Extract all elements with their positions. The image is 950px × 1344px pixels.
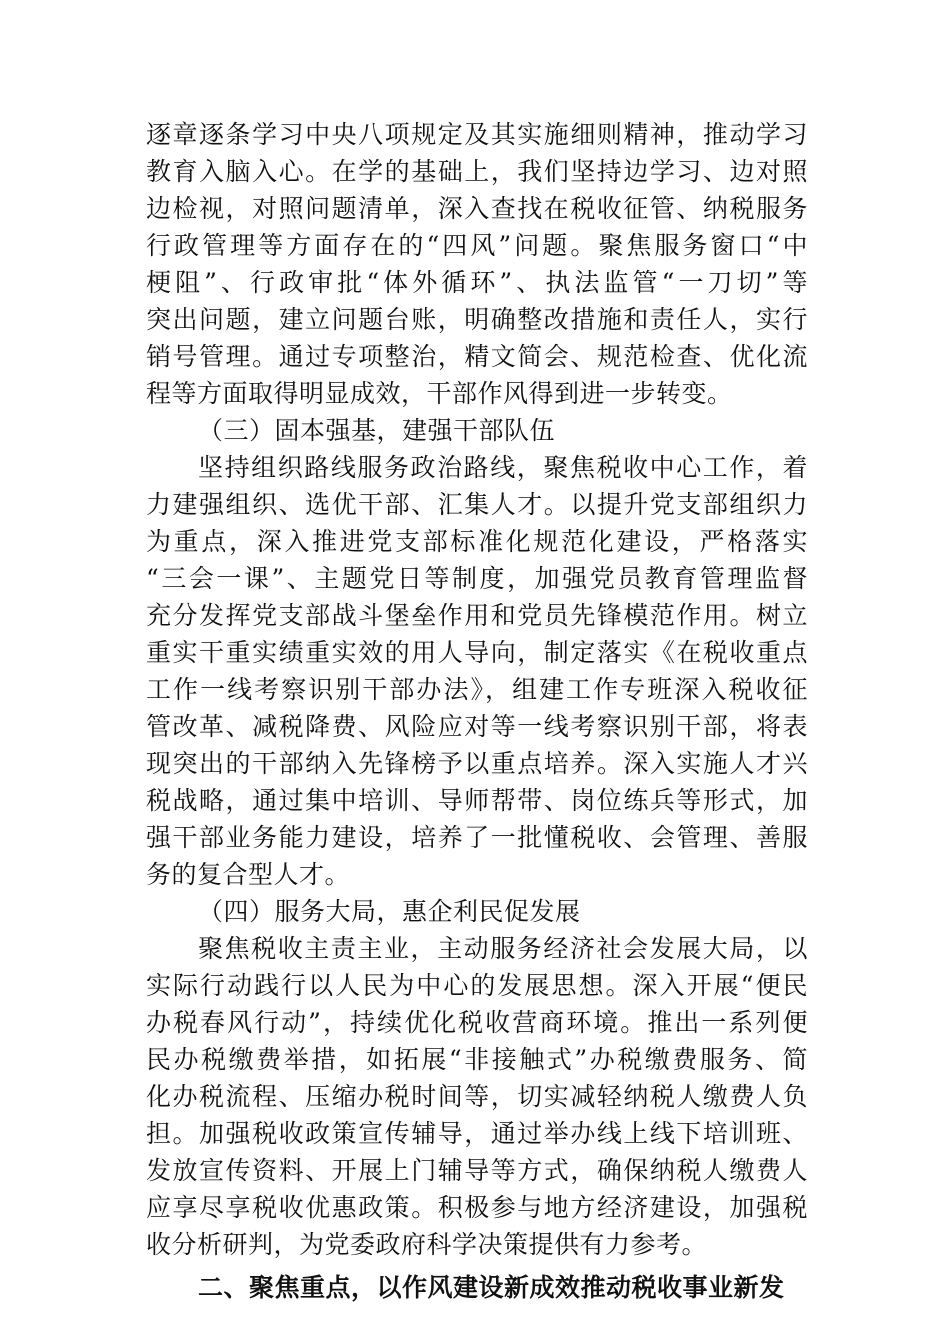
section-heading-3: （三）固本强基，建强干部队伍 xyxy=(198,416,556,445)
paragraph-2 xyxy=(146,449,808,893)
text-line: 现突出的干部纳入先锋榜予以重点培养。深入实施人才兴 xyxy=(146,749,808,778)
text-line: 坚持组织路线服务政治路线，聚焦税收中心工作，着 xyxy=(198,453,808,482)
paragraph-1 xyxy=(146,116,808,412)
text-line: 力建强组织、选优干部、汇集人才。以提升党支部组织力 xyxy=(146,490,808,519)
text-line: 应享尽享税收优惠政策。积极参与地方经济建设，加强税 xyxy=(146,1193,808,1222)
text-line: 教育入脑入心。在学的基础上，我们坚持边学习、边对照 xyxy=(146,157,808,186)
section-heading-4: （四）服务大局，惠企利民促发展 xyxy=(198,897,581,926)
text-line: 逐章逐条学习中央八项规定及其实施细则精神，推动学习 xyxy=(146,120,808,149)
text-line: 办税春风行动”，持续优化税收营商环境。推出一系列便 xyxy=(146,1008,808,1037)
text-line: 发放宣传资料、开展上门辅导等方式，确保纳税人缴费人 xyxy=(146,1156,808,1185)
text-line: 突出问题，建立问题台账，明确整改措施和责任人，实行 xyxy=(146,305,808,334)
text-line: 行政管理等方面存在的“四风”问题。聚焦服务窗口“中 xyxy=(146,231,808,260)
text-line: 税战略，通过集中培训、导师帮带、岗位练兵等形式，加 xyxy=(146,786,808,815)
text-line: 务的复合型人才。 xyxy=(146,860,351,889)
paragraph-3 xyxy=(146,930,808,1263)
document-body xyxy=(146,116,808,1310)
text-line: 梗阻”、行政审批“体外循环”、执法监管“一刀切”等 xyxy=(146,268,808,297)
text-line: “三会一课”、主题党日等制度，加强党员教育管理监督 xyxy=(146,564,808,593)
chapter-heading-2: 二、聚焦重点，以作风建设新成效推动税收事业新发 xyxy=(198,1273,785,1302)
text-line: 收分析研判，为党委政府科学决策提供有力参考。 xyxy=(146,1230,708,1259)
text-line: 程等方面取得明显成效，干部作风得到进一步转变。 xyxy=(146,379,733,408)
text-line: 为重点，深入推进党支部标准化规范化建设，严格落实 xyxy=(146,527,808,556)
text-line: 重实干重实绩重实效的用人导向，制定落实《在税收重点 xyxy=(146,638,808,667)
text-line: 民办税缴费举措，如拓展“非接触式”办税缴费服务、简 xyxy=(146,1045,808,1074)
text-line: 化办税流程、压缩办税时间等，切实减轻纳税人缴费人负 xyxy=(146,1082,808,1111)
text-line: 强干部业务能力建设，培养了一批懂税收、会管理、善服 xyxy=(146,823,808,852)
text-line: 聚焦税收主责主业，主动服务经济社会发展大局，以 xyxy=(198,934,808,963)
text-line: 边检视，对照问题清单，深入查找在税收征管、纳税服务 xyxy=(146,194,808,223)
text-line: 实际行动践行以人民为中心的发展思想。深入开展“便民 xyxy=(146,971,808,1000)
text-line: 工作一线考察识别干部办法》，组建工作专班深入税收征 xyxy=(146,675,808,704)
text-line: 担。加强税收政策宣传辅导，通过举办线上线下培训班、 xyxy=(146,1119,808,1148)
text-line: 充分发挥党支部战斗堡垒作用和党员先锋模范作用。树立 xyxy=(146,601,808,630)
text-line: 销号管理。通过专项整治，精文简会、规范检查、优化流 xyxy=(146,342,808,371)
text-line: 管改革、减税降费、风险应对等一线考察识别干部，将表 xyxy=(146,712,808,741)
